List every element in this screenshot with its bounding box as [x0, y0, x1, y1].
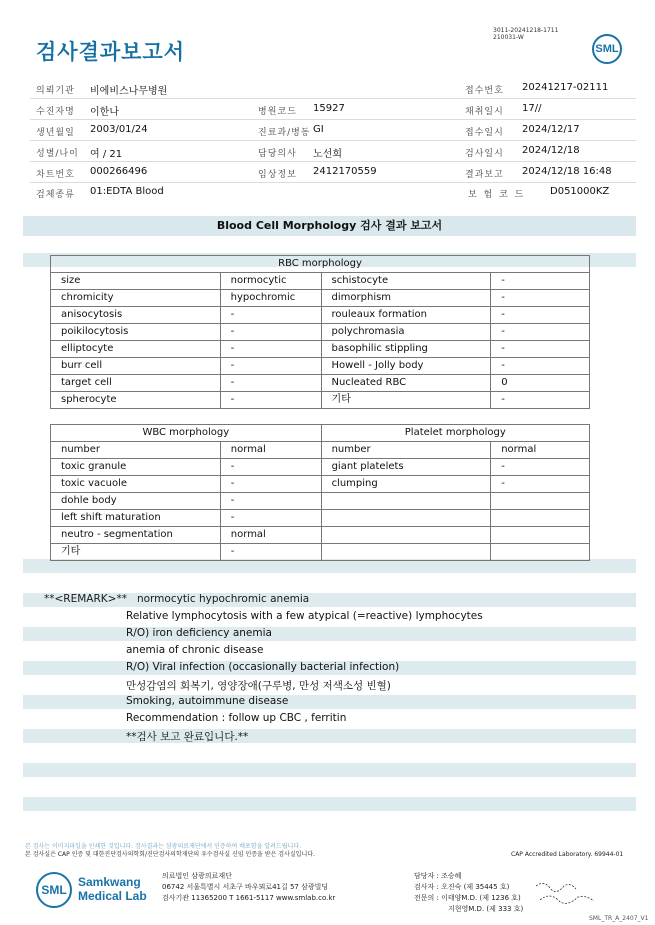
page-title: 검사결과보고서: [36, 40, 186, 64]
table-cell: -: [491, 341, 590, 358]
table-cell: -: [220, 307, 321, 324]
table-cell: [321, 510, 491, 527]
table-row: [51, 375, 590, 392]
accreditation-notice: 본 검사실은 CAP 인증 및 대한진단검사의학회/진단검사의학재단의 우수검사실 신임 인증을 받은 검사실입니다.: [25, 851, 315, 858]
section-title: Blood Cell Morphology 검사 결과 보고서: [23, 216, 636, 236]
table-cell: -: [491, 324, 590, 341]
patient-label: 수진자명: [36, 107, 75, 117]
receipt-no-value: 20241217-02111: [522, 82, 609, 93]
rbc-table-title: RBC morphology: [51, 256, 590, 273]
info-row-patient: [30, 99, 636, 120]
remark-heading: [44, 593, 309, 605]
brand-name: [78, 875, 147, 903]
table-cell: size: [51, 273, 221, 290]
staff-specialist: 전문의 : 이태양M.D. (제 1236 호): [414, 894, 521, 902]
cap-accreditation: CAP Accredited Laboratory. 69944-01: [511, 851, 624, 858]
table-cell: -: [491, 392, 590, 409]
table-cell: number: [321, 442, 491, 459]
table-row: [51, 442, 590, 459]
table-cell: target cell: [51, 375, 221, 392]
table-row: [51, 324, 590, 341]
table-cell: -: [220, 544, 321, 561]
sex-age-value: 여 / 21: [90, 149, 123, 160]
remark-first-line: normocytic hypochromic anemia: [136, 593, 310, 605]
stripe: [23, 627, 636, 641]
hospital-code-value: 15927: [313, 103, 345, 114]
table-cell: 기타: [321, 392, 491, 409]
table-cell: schistocyte: [321, 273, 491, 290]
table-cell: chromicity: [51, 290, 221, 307]
table-cell: -: [220, 341, 321, 358]
remark-line: 만성감염의 회복기, 영양장애(구루병, 만성 저색소성 빈혈): [126, 680, 391, 692]
table-cell: -: [491, 273, 590, 290]
table-cell: anisocytosis: [51, 307, 221, 324]
table-cell: [321, 527, 491, 544]
wbc-platelet-table: [50, 424, 590, 561]
collect-date-label: 채취일시: [465, 107, 504, 117]
remark-line: anemia of chronic disease: [126, 644, 264, 656]
table-cell: normal: [220, 527, 321, 544]
table-cell: -: [220, 476, 321, 493]
table-cell: 기타: [51, 544, 221, 561]
form-code: SML_TR_A_2407_V1: [589, 915, 649, 922]
table-cell: elliptocyte: [51, 341, 221, 358]
table-cell: polychromasia: [321, 324, 491, 341]
table-row: [51, 510, 590, 527]
test-date-label: 검사일시: [465, 149, 504, 159]
stripe: [23, 729, 636, 743]
result-date-label: 결과보고: [465, 170, 504, 180]
table-cell: normocytic: [220, 273, 321, 290]
sex-age-label: 성별/나이: [36, 149, 79, 159]
chart-label: 차트번호: [36, 170, 75, 180]
table-cell: Nucleated RBC: [321, 375, 491, 392]
remark-line: Relative lymphocytosis with a few atypical (=reactive) lymphocytes: [126, 610, 483, 622]
table-cell: basophilic stippling: [321, 341, 491, 358]
stripe: [23, 695, 636, 709]
table-cell: giant platelets: [321, 459, 491, 476]
staff-info: [414, 871, 523, 915]
table-cell: [321, 544, 491, 561]
table-cell: neutro - segmentation: [51, 527, 221, 544]
specimen-value: 01:EDTA Blood: [90, 186, 164, 197]
document-code-line-1: 3011-20241218-1711: [493, 27, 559, 34]
remark-line: R/O) iron deficiency anemia: [126, 627, 272, 639]
table-cell: [321, 493, 491, 510]
table-cell: normal: [491, 442, 590, 459]
clinical-label: 임상정보: [258, 170, 297, 180]
info-row-hospital: [30, 78, 636, 99]
receipt-no-label: 접수번호: [465, 86, 504, 96]
table-cell: -: [491, 307, 590, 324]
table-row: [51, 527, 590, 544]
clinical-value: 2412170559: [313, 166, 377, 177]
document-code-line-2: 210031-W: [493, 34, 524, 41]
staff-specialist-2: 지현영M.D. (제 333 호): [448, 905, 524, 913]
stripe: [23, 559, 636, 573]
insurance-label: 보 험 코 드: [468, 190, 526, 200]
table-cell: -: [491, 290, 590, 307]
org-address: 06742 서울특별시 서초구 바우뫼로41길 57 삼광빌딩: [162, 883, 329, 891]
table-row: [51, 392, 590, 409]
table-cell: toxic vacuole: [51, 476, 221, 493]
rbc-table: [50, 255, 590, 409]
info-row-specimen: [30, 182, 636, 202]
table-row: [51, 459, 590, 476]
table-cell: toxic granule: [51, 459, 221, 476]
dept-label: 진료과/병동: [258, 128, 311, 138]
remark-line: Smoking, autoimmune disease: [126, 695, 289, 707]
result-date-value: 2024/12/18 16:48: [522, 166, 612, 177]
table-cell: -: [491, 476, 590, 493]
table-row: [51, 544, 590, 561]
insurance-value: D051000KZ: [550, 186, 610, 197]
doctor-value: 노선희: [313, 149, 342, 160]
staff-manager: 담당자 : 조승혜: [414, 872, 462, 880]
table-cell: [491, 493, 590, 510]
remark-line: Recommendation : follow up CBC , ferritin: [126, 712, 347, 724]
remark-line: **검사 보고 완료입니다.**: [126, 731, 249, 743]
org-contact: 검사기관 11365200 T 1661-5117 www.smlab.co.kr: [162, 894, 336, 902]
remark-label: **<REMARK>**: [44, 593, 127, 605]
table-cell: [491, 527, 590, 544]
table-cell: left shift maturation: [51, 510, 221, 527]
hospital-code-label: 병원코드: [258, 107, 297, 117]
table-cell: number: [51, 442, 221, 459]
hospital-label: 의뢰기관: [36, 86, 75, 96]
stripe: [23, 797, 636, 811]
platelet-table-title: Platelet morphology: [321, 425, 589, 442]
table-row: [51, 476, 590, 493]
table-cell: -: [220, 493, 321, 510]
table-cell: -: [220, 358, 321, 375]
org-info: [162, 871, 335, 904]
table-row: [51, 290, 590, 307]
table-cell: -: [491, 459, 590, 476]
table-row: [51, 358, 590, 375]
specimen-label: 검체종류: [36, 190, 75, 200]
collect-date-value: 17//: [522, 103, 542, 114]
org-name: 의료법인 삼광의료재단: [162, 872, 232, 880]
table-cell: hypochromic: [220, 290, 321, 307]
hospital-value: 비에비스나무병원: [90, 86, 168, 97]
table-row: [51, 341, 590, 358]
doctor-label: 담당의사: [258, 149, 297, 159]
table-cell: -: [220, 510, 321, 527]
received-value: 2024/12/17: [522, 124, 580, 135]
birth-label: 생년월일: [36, 128, 75, 138]
table-cell: -: [220, 324, 321, 341]
staff-examiner: 검사자 : 오진숙 (제 35445 호): [414, 883, 510, 891]
info-row-birth: [30, 120, 636, 141]
table-cell: -: [491, 358, 590, 375]
table-row: [51, 493, 590, 510]
table-cell: dohle body: [51, 493, 221, 510]
table-cell: [491, 510, 590, 527]
table-cell: normal: [220, 442, 321, 459]
table-cell: clumping: [321, 476, 491, 493]
table-cell: burr cell: [51, 358, 221, 375]
patient-name: 이한나: [90, 107, 119, 118]
table-cell: dimorphism: [321, 290, 491, 307]
table-cell: spherocyte: [51, 392, 221, 409]
brand-line-2: Medical Lab: [78, 889, 147, 903]
brand-line-1: Samkwang: [78, 875, 141, 889]
signature: [532, 876, 602, 916]
dept-value: GI: [313, 124, 324, 135]
info-row-sex-age: [30, 141, 636, 162]
sml-footer-logo: SML: [36, 872, 72, 908]
remark-line: R/O) Viral infection (occasionally bacterial infection): [126, 661, 400, 673]
chart-value: 000266496: [90, 166, 148, 177]
table-cell: -: [220, 459, 321, 476]
table-cell: rouleaux formation: [321, 307, 491, 324]
test-date-value: 2024/12/18: [522, 145, 580, 156]
table-row: [51, 273, 590, 290]
table-cell: 0: [491, 375, 590, 392]
table-cell: -: [220, 375, 321, 392]
wbc-table-title: WBC morphology: [51, 425, 322, 442]
stripe: [23, 763, 636, 777]
info-row-chart: [30, 162, 636, 183]
document-code: [493, 27, 558, 41]
sml-logo: SML: [592, 34, 622, 64]
table-cell: poikilocytosis: [51, 324, 221, 341]
table-cell: Howell - Jolly body: [321, 358, 491, 375]
received-label: 접수일시: [465, 128, 504, 138]
birth-value: 2003/01/24: [90, 124, 148, 135]
table-row: [51, 307, 590, 324]
table-cell: [491, 544, 590, 561]
table-cell: -: [220, 392, 321, 409]
image-notice: 본 검사는 이미지파일을 인쇄한 것입니다. 검사결과는 삼광의료재단에서 인증하여 배포함을 알려드립니다.: [25, 843, 302, 850]
